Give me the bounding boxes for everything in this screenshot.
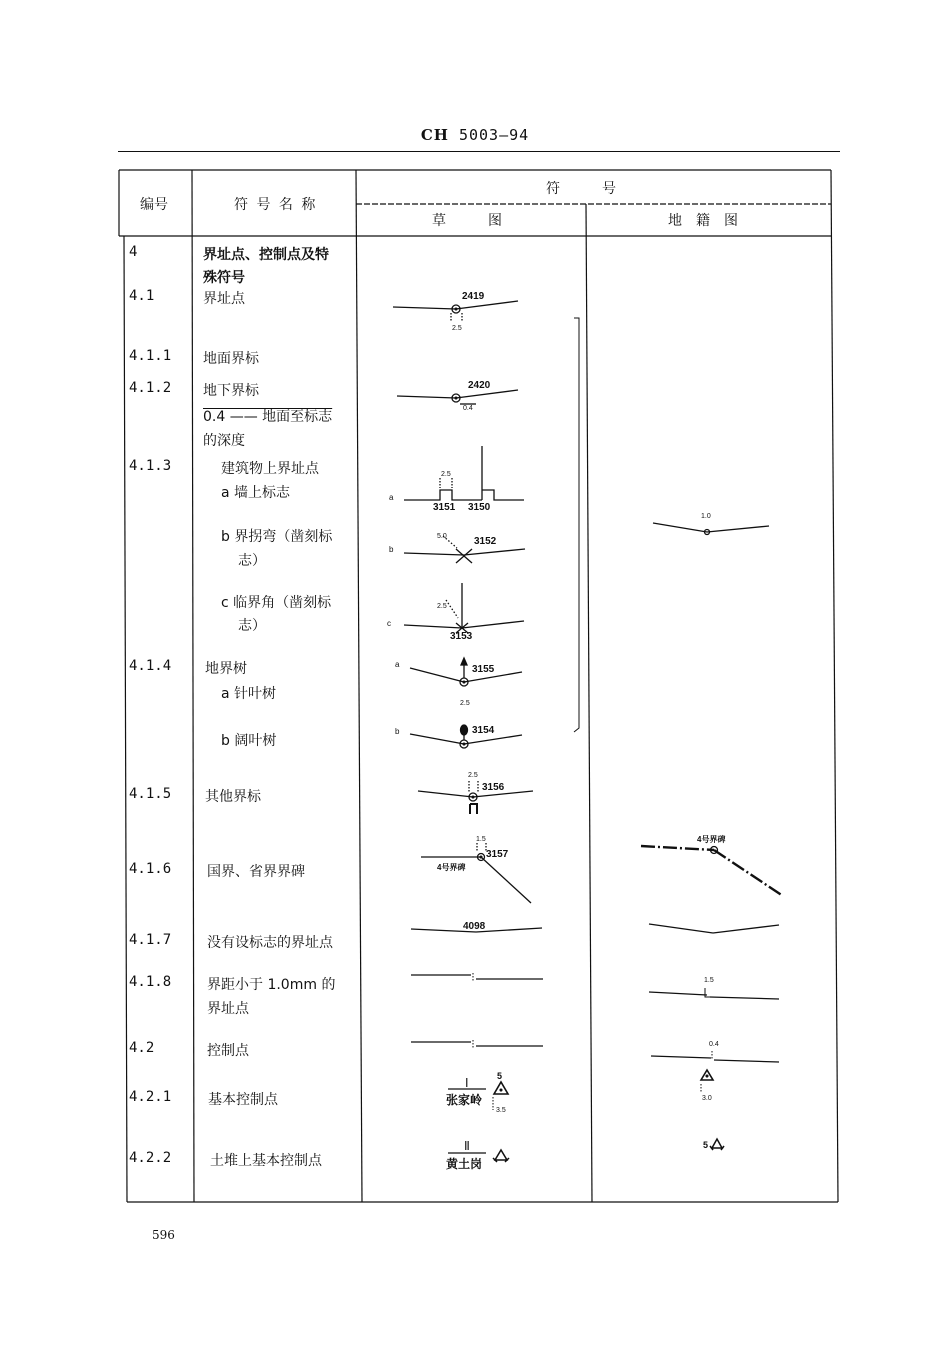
cadastral-basic-control <box>701 1070 713 1092</box>
standard-number: 5003—94 <box>458 126 530 144</box>
row-note-cont: 的深度 <box>203 433 245 449</box>
subitem-marker: a <box>389 493 394 502</box>
symbol-broadleaf-tree <box>410 725 522 748</box>
symbol-boundary-turn-mark <box>404 536 525 563</box>
cadastral-close-point <box>649 988 779 999</box>
table-grid <box>119 170 838 1202</box>
row-subitem-a: a 墙上标志 <box>221 485 291 501</box>
row-number: 4.2.1 <box>129 1089 172 1105</box>
page-number: 596 <box>152 1228 175 1242</box>
row-name: 界址点、控制点及特 <box>203 247 329 263</box>
row-name: 土堆上基本控制点 <box>210 1153 322 1169</box>
symbol-ground-boundary-mark <box>393 301 518 322</box>
point-number: 3155 <box>472 664 495 675</box>
symbol-underground-boundary-mark <box>397 390 518 404</box>
row-number: 4.1.1 <box>129 348 172 364</box>
symbol-boundary-corner-mark <box>404 583 524 633</box>
col-sketch-header: 草 图 <box>432 213 502 229</box>
row-name: 界距小于 1.0mm 的 <box>207 977 336 993</box>
dimension-label: 2.5 <box>452 325 462 332</box>
row-subitem-b: b 阔叶树 <box>221 733 277 749</box>
dimension-label: 2.5 <box>437 603 447 610</box>
dimension-label: 1.5 <box>704 977 714 984</box>
point-number: 3157 <box>486 849 509 860</box>
row-number: 4.1.8 <box>129 974 172 990</box>
row-name-cont: 界址点 <box>207 1001 249 1017</box>
dimension-label: 5.0 <box>437 533 447 540</box>
col-name-header: 符 号 名 称 <box>234 197 318 213</box>
dimension-label: 0.4 <box>709 1041 719 1048</box>
group-bracket <box>574 318 579 732</box>
col-cadastral-header: 地 籍 图 <box>668 213 738 229</box>
row-subitem-a: a 针叶树 <box>221 686 277 702</box>
point-number: 2419 <box>462 291 485 302</box>
row-name: 地下界标 <box>203 383 259 399</box>
row-number: 4.1.5 <box>129 786 172 802</box>
point-number: 3152 <box>474 536 497 547</box>
control-elevation: 5 <box>703 1140 709 1150</box>
symbol-stele-sketch <box>421 843 531 903</box>
row-name: 地界树 <box>205 661 247 677</box>
row-number: 4.1.4 <box>129 658 172 674</box>
subitem-marker: b <box>395 727 400 736</box>
row-number: 4.1 <box>129 288 155 304</box>
row-name: 界址点 <box>203 291 245 307</box>
row-name: 没有设标志的界址点 <box>207 935 333 951</box>
row-subitem-b: b 界拐弯（凿刻标 <box>221 529 333 545</box>
symbol-close-point-sketch <box>411 973 543 982</box>
point-number: 3156 <box>482 782 505 793</box>
point-number: 4098 <box>463 921 486 932</box>
point-number: 3154 <box>472 725 495 736</box>
row-name: 国界、省界界碑 <box>207 864 305 880</box>
symbol-conifer-tree <box>410 658 522 686</box>
col-symbol-header: 符 号 <box>546 181 616 197</box>
cadastral-unmarked-point <box>649 924 779 933</box>
stele-label: 4号界碑 <box>697 835 726 844</box>
subitem-marker: a <box>395 660 400 669</box>
row-note: 0.4 —— 地面至标志 <box>203 409 333 425</box>
symbol-wall-mark <box>404 446 524 500</box>
cadastral-boundary-point <box>653 523 769 535</box>
subitem-marker: c <box>387 619 391 628</box>
subitem-marker: b <box>389 545 394 554</box>
dimension-label: 0.4 <box>463 405 473 412</box>
dimension-label: 1.5 <box>476 836 486 843</box>
row-name: 建筑物上界址点 <box>221 461 319 477</box>
dimension-label: 3.5 <box>496 1107 506 1114</box>
control-name: 张家岭 <box>446 1093 483 1107</box>
dimension-label: 2.5 <box>468 772 478 779</box>
symbol-control-point-sketch <box>411 1040 543 1049</box>
dimension-label: 3.0 <box>702 1095 712 1102</box>
row-name: 地面界标 <box>203 351 259 367</box>
standard-code: CH <box>420 126 449 144</box>
dimension-label: 2.5 <box>441 471 451 478</box>
control-grade: Ⅱ <box>464 1139 470 1153</box>
symbol-other-boundary-mark <box>418 781 533 814</box>
row-name: 控制点 <box>207 1043 249 1059</box>
point-number: 3151 <box>433 502 456 513</box>
row-number: 4.1.2 <box>129 380 172 396</box>
row-number: 4.1.3 <box>129 458 172 474</box>
row-name: 其他界标 <box>205 789 261 805</box>
row-number: 4.2 <box>129 1040 155 1056</box>
row-number: 4.2.2 <box>129 1150 172 1166</box>
stele-label: 4号界碑 <box>437 863 466 872</box>
row-subitem-b-cont: 志） <box>238 553 266 569</box>
control-grade: Ⅰ <box>465 1076 469 1090</box>
cadastral-mound-control <box>710 1139 724 1150</box>
row-number: 4.1.6 <box>129 861 172 877</box>
point-number: 3153 <box>450 631 473 642</box>
row-number: 4 <box>129 244 138 260</box>
cadastral-stele <box>641 846 783 896</box>
row-subitem-c: c 临界角（凿刻标 <box>221 595 332 611</box>
dimension-label: 1.0 <box>701 513 711 520</box>
col-number-header: 编号 <box>140 197 168 213</box>
row-name-cont: 殊符号 <box>203 270 245 286</box>
row-name: 基本控制点 <box>208 1092 278 1108</box>
control-elevation: 5 <box>497 1071 503 1081</box>
row-subitem-c-cont: 志） <box>238 618 266 634</box>
point-number: 2420 <box>468 380 491 391</box>
cadastral-control-point <box>651 1051 779 1062</box>
row-number: 4.1.7 <box>129 932 172 948</box>
dimension-label: 2.5 <box>460 700 470 707</box>
control-name: 黄土岗 <box>446 1157 483 1171</box>
point-number: 3150 <box>468 502 491 513</box>
